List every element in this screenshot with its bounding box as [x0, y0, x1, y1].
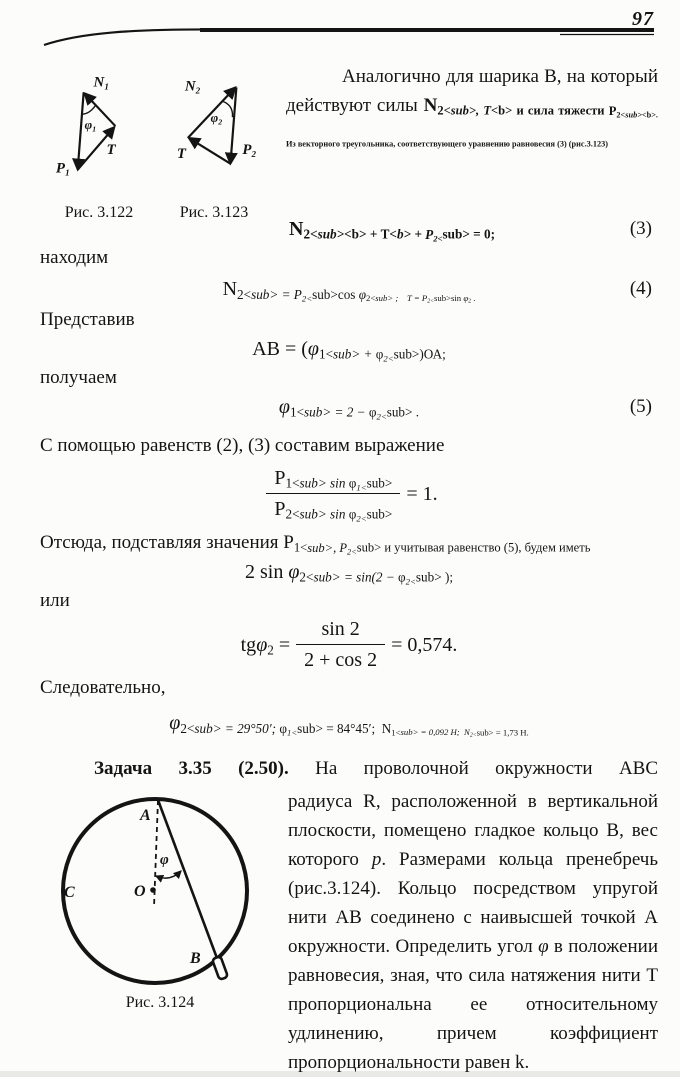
- equation-2sin: [40, 557, 658, 587]
- line-sostavim: С помощью равенств (2), (3) составим выражение: [40, 435, 445, 456]
- page-header: [40, 6, 658, 48]
- equation-4-body: $N_{2<sub> = P_{2<}sub>cos \varphi_{2<sub> ; T = P_{2<}sub>sin \varphi_2 .}}$: [222, 278, 476, 305]
- task-row: [40, 787, 658, 1077]
- equation-tg: [40, 615, 658, 674]
- vector-figures-block: [40, 62, 278, 224]
- figure-3-123-caption: Рис. 3.123: [179, 204, 249, 221]
- label-phi2: φ₂: [210, 111, 223, 126]
- vector-p1-line: [78, 92, 84, 169]
- task-first-text: На проволочной окружности АВС: [315, 758, 659, 779]
- vector-p2-line: [230, 87, 236, 163]
- equation-3: [40, 214, 658, 244]
- connector-nakhodim: находим: [40, 247, 109, 268]
- figure-3-124-block: [40, 787, 280, 1077]
- label-phi: φ: [160, 852, 169, 868]
- connector-ili: или: [40, 590, 70, 611]
- intro-section: [40, 62, 658, 224]
- tg-lhs: tgφ$_2$ =: [240, 633, 291, 658]
- task-body: радиуса R, расположенной в вертикальной плоскости, помещено гладкое кольцо В, вес которого р. Размерами кольца пренебречь (рис.3.124). Кольцо посредством упругой нити АВ соединено с наивысшей точкой А окружности. Определить угол φ в положении равновесия, зная, что сила натяжения нити Т пропорциональна ее относительному удлинению, причем коэффициент пропорциональности равен k.: [288, 791, 658, 1073]
- angle-phi2-arc: [222, 101, 232, 117]
- equation-2sin-body: 2 $\sin \varphi_{2<sub> = sin(2 - \varphi_{2<}sub> );}$: [244, 561, 453, 587]
- equation-ratio: [40, 464, 658, 523]
- equation-5-body: $\varphi_{1<sub> = 2 - \varphi_{2<}sub> .}$: [278, 396, 420, 422]
- vector-figures-row: [44, 72, 278, 194]
- intro-paragraph: Аналогично для шарика В, на который действуют силы $N_{2<sub>, T<b> и сила тяжести P_{2<sub><b>. Из векторного треугольника, соответствующего уравнению равновесия (3) (рис.3.123)}}$: [286, 66, 658, 148]
- task-first-line: [40, 754, 658, 783]
- tg-rhs: = 0,574.: [391, 633, 458, 656]
- tg-numerator: sin 2: [296, 615, 385, 645]
- label-b: B: [190, 950, 201, 967]
- label-o: O: [134, 883, 146, 900]
- equation-5-number: (5): [629, 396, 652, 417]
- header-rule-line: [40, 24, 658, 48]
- figure-3-122-caption: Рис. 3.122: [64, 204, 134, 221]
- figure-3-124: [40, 787, 280, 990]
- equation-4-number: (4): [629, 278, 652, 299]
- center-point-o: [150, 887, 156, 893]
- angle-phi1-arc: [82, 105, 96, 114]
- results-line: [40, 708, 658, 738]
- task-section: [40, 754, 658, 1077]
- connector-poluchaem: получаем: [40, 367, 117, 388]
- ring-b: [212, 956, 228, 980]
- ratio-denominator: $P_{2<sub> sin \varphi_{2<}sub>}$: [274, 498, 393, 524]
- figure-3-123: [167, 72, 278, 194]
- ratio-rhs: = 1.: [406, 482, 438, 505]
- equation-4: [40, 272, 658, 306]
- figure-3-122: [44, 72, 157, 194]
- connector-sledovatelno: Следовательно,: [40, 677, 166, 698]
- page-number: 97: [632, 8, 654, 30]
- label-t: T: [106, 141, 116, 158]
- label-c: C: [64, 884, 75, 901]
- label-p2: P₂: [242, 141, 257, 158]
- tg-denominator: 2 + cos 2: [304, 649, 378, 671]
- equation-3-number: (3): [629, 218, 652, 239]
- connector-predstaviv: Представив: [40, 309, 135, 330]
- ratio-numerator: $P_{1<sub> sin \varphi_{1<}sub>}$: [266, 464, 400, 494]
- tg-fraction: [296, 615, 385, 674]
- label-n2: N₂: [184, 78, 201, 95]
- angle-phi-arc: [156, 871, 181, 878]
- label-a: A: [140, 807, 151, 824]
- equation-3-body: $N_{2<sub><b> + T<b> + P_{2<}sub> = 0;}$: [289, 218, 495, 244]
- task-number: Задача 3.35 (2.50).: [94, 758, 289, 779]
- label-phi1: φ₁: [84, 118, 97, 133]
- vector-t2-line: [189, 138, 231, 164]
- label-t2: T: [176, 145, 186, 162]
- line-otsyuda: Отсюда, подставляя значения $P_{1<sub>, P_{2<}sub> и учитывая равенство (5), будем иметь}$: [40, 532, 591, 556]
- equation-ab-body: АВ = ($\varphi_{1<sub> + \varphi_{2<}sub>)ОА;}$: [252, 338, 446, 364]
- label-p1: P₁: [55, 160, 71, 177]
- ratio-fraction: [266, 464, 400, 523]
- results-values: $\varphi_{2<sub> = 29^\circ 50'; \varphi_{1<}sub> = 84^\circ 45'; N_{1<sub> = 0,092 Н; N_{2<}sub> = 1,73 Н.}}$: [169, 712, 529, 739]
- figure-3-124-caption: Рис. 3.124: [125, 994, 195, 1011]
- equation-5: [40, 392, 658, 422]
- label-n1: N₁: [93, 74, 110, 91]
- equation-ab: [40, 334, 658, 364]
